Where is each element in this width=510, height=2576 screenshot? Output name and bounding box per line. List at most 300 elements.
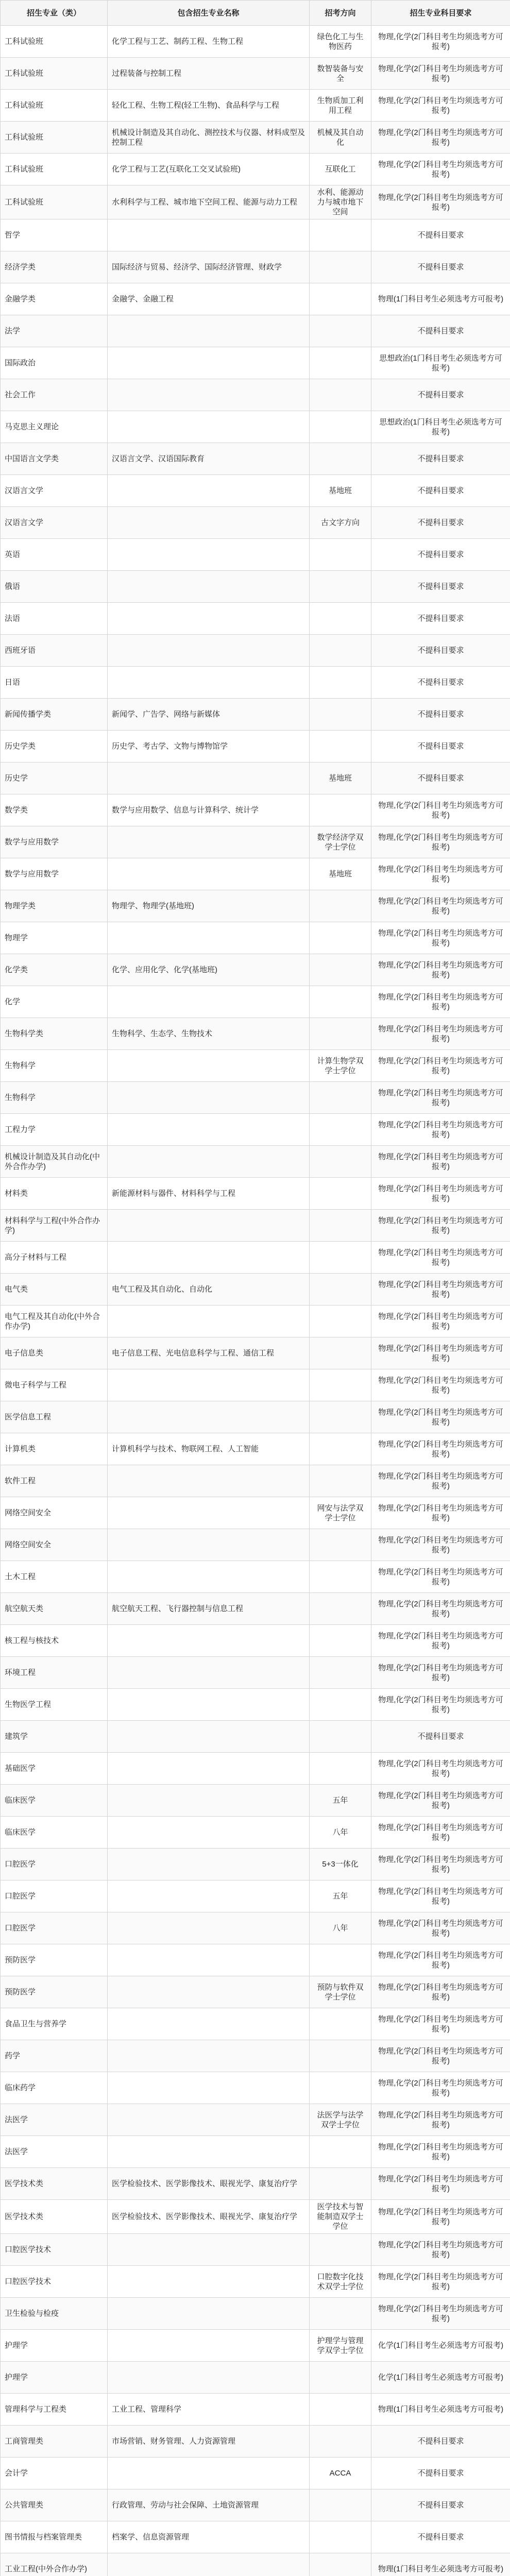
requirement-cell: 不提科目要求 (371, 475, 510, 507)
included-majors-cell: 化学、应用化学、化学(基地班) (108, 954, 310, 986)
requirement-cell: 物理(1门科目考生必须选考方可报考) (371, 2553, 510, 2576)
direction-cell (310, 315, 371, 347)
requirement-cell: 不提科目要求 (371, 635, 510, 667)
requirement-cell: 不提科目要求 (371, 2426, 510, 2458)
requirement-cell: 物理,化学(2门科目考生均须选考方可报考) (371, 1433, 510, 1465)
table-row (1, 635, 510, 667)
requirement-cell: 不提科目要求 (371, 1721, 510, 1753)
table-row (1, 1593, 510, 1625)
included-majors-cell (108, 1976, 310, 2008)
major-cell: 历史学类 (1, 731, 108, 762)
header-major: 招生专业（类） (1, 1, 108, 26)
direction-cell (310, 1082, 371, 1114)
table-row (1, 347, 510, 379)
direction-cell (310, 571, 371, 603)
requirement-cell: 不提科目要求 (371, 667, 510, 699)
included-majors-cell: 物理学、物理学(基地班) (108, 890, 310, 922)
requirement-cell: 物理,化学(2门科目考生均须选考方可报考) (371, 1242, 510, 1274)
direction-cell (310, 283, 371, 315)
major-cell: 材料类 (1, 1178, 108, 1210)
requirement-cell: 物理,化学(2门科目考生均须选考方可报考) (371, 2072, 510, 2104)
table-row (1, 2553, 510, 2576)
direction-cell: 八年 (310, 1912, 371, 1944)
table-row (1, 1337, 510, 1369)
major-cell: 法语 (1, 603, 108, 635)
table-row (1, 2394, 510, 2426)
included-majors-cell: 汉语言文学、汉语国际教育 (108, 443, 310, 475)
major-cell: 物理学 (1, 922, 108, 954)
table-row (1, 1210, 510, 1242)
table-row (1, 1178, 510, 1210)
major-cell: 预防医学 (1, 1976, 108, 2008)
included-majors-cell (108, 1306, 310, 1337)
included-majors-cell (108, 1561, 310, 1593)
included-majors-cell (108, 2458, 310, 2489)
table-row (1, 699, 510, 731)
requirement-cell: 物理,化学(2门科目考生均须选考方可报考) (371, 2298, 510, 2330)
major-cell: 数学与应用数学 (1, 826, 108, 858)
included-majors-cell (108, 219, 310, 251)
requirement-cell: 不提科目要求 (371, 379, 510, 411)
major-cell: 俄语 (1, 571, 108, 603)
requirement-cell: 不提科目要求 (371, 219, 510, 251)
major-cell: 口腔医学技术 (1, 2266, 108, 2298)
included-majors-cell: 医学检验技术、医学影像技术、眼视光学、康复治疗学 (108, 2200, 310, 2234)
major-cell: 核工程与核技术 (1, 1625, 108, 1657)
major-cell: 工科试验班 (1, 26, 108, 58)
requirement-cell: 不提科目要求 (371, 539, 510, 571)
included-majors-cell (108, 1465, 310, 1497)
requirement-cell: 物理,化学(2门科目考生均须选考方可报考) (371, 122, 510, 154)
included-majors-cell (108, 475, 310, 507)
requirement-cell: 不提科目要求 (371, 603, 510, 635)
major-cell: 预防医学 (1, 1944, 108, 1976)
direction-cell: 基地班 (310, 475, 371, 507)
direction-cell (310, 2553, 371, 2576)
major-cell: 汉语言文学 (1, 475, 108, 507)
included-majors-cell: 轻化工程、生物工程(轻工生物)、食品科学与工程 (108, 90, 310, 122)
table-row (1, 1753, 510, 1785)
major-cell: 管理科学与工程类 (1, 2394, 108, 2426)
direction-cell (310, 1433, 371, 1465)
requirement-cell: 物理,化学(2门科目考生均须选考方可报考) (371, 1561, 510, 1593)
requirement-cell: 不提科目要求 (371, 731, 510, 762)
requirement-cell: 物理,化学(2门科目考生均须选考方可报考) (371, 890, 510, 922)
direction-cell (310, 1593, 371, 1625)
requirement-cell: 物理,化学(2门科目考生均须选考方可报考) (371, 1912, 510, 1944)
table-row (1, 1146, 510, 1178)
direction-cell (310, 1657, 371, 1689)
included-majors-cell (108, 1657, 310, 1689)
major-cell: 英语 (1, 539, 108, 571)
major-cell: 法医学 (1, 2104, 108, 2136)
major-cell: 土木工程 (1, 1561, 108, 1593)
major-cell: 法医学 (1, 2136, 108, 2168)
table-row (1, 1529, 510, 1561)
included-majors-cell (108, 2234, 310, 2266)
table-row (1, 1497, 510, 1529)
major-cell: 化学类 (1, 954, 108, 986)
direction-cell: 数智装备与安全 (310, 58, 371, 90)
direction-cell: 数学经济学双学士学位 (310, 826, 371, 858)
direction-cell: 法医学与法学双学士学位 (310, 2104, 371, 2136)
direction-cell (310, 2521, 371, 2553)
included-majors-cell: 过程装备与控制工程 (108, 58, 310, 90)
direction-cell (310, 1178, 371, 1210)
requirement-cell: 物理,化学(2门科目考生均须选考方可报考) (371, 1337, 510, 1369)
included-majors-cell (108, 1497, 310, 1529)
major-cell: 生物科学类 (1, 1018, 108, 1050)
included-majors-cell (108, 1753, 310, 1785)
requirement-cell: 物理,化学(2门科目考生均须选考方可报考) (371, 1753, 510, 1785)
requirement-cell: 不提科目要求 (371, 507, 510, 539)
table-row (1, 315, 510, 347)
requirement-cell: 物理,化学(2门科目考生均须选考方可报考) (371, 1976, 510, 2008)
requirement-cell: 物理,化学(2门科目考生均须选考方可报考) (371, 1657, 510, 1689)
table-row (1, 1114, 510, 1146)
table-row (1, 539, 510, 571)
requirement-cell: 化学(1门科目考生必须选考方可报考) (371, 2330, 510, 2362)
table-row (1, 2104, 510, 2136)
major-cell: 工科试验班 (1, 154, 108, 185)
direction-cell (310, 1689, 371, 1721)
included-majors-cell (108, 411, 310, 443)
major-cell: 网络空间安全 (1, 1497, 108, 1529)
requirement-cell: 不提科目要求 (371, 762, 510, 794)
table-row (1, 1369, 510, 1401)
included-majors-cell (108, 347, 310, 379)
requirement-cell: 思想政治(1门科目考生必须选考方可报考) (371, 411, 510, 443)
major-cell: 网络空间安全 (1, 1529, 108, 1561)
table-row (1, 1689, 510, 1721)
major-cell: 卫生检验与检疫 (1, 2298, 108, 2330)
major-cell: 新闻传播学类 (1, 699, 108, 731)
header-direction: 招考方向 (310, 1, 371, 26)
included-majors-cell (108, 2298, 310, 2330)
major-cell: 生物科学 (1, 1082, 108, 1114)
direction-cell (310, 1114, 371, 1146)
requirement-cell: 物理,化学(2门科目考生均须选考方可报考) (371, 1369, 510, 1401)
requirement-cell: 物理,化学(2门科目考生均须选考方可报考) (371, 1689, 510, 1721)
major-cell: 数学与应用数学 (1, 858, 108, 890)
major-cell: 图书情报与档案管理类 (1, 2521, 108, 2553)
major-cell: 基础医学 (1, 1753, 108, 1785)
included-majors-cell: 金融学、金融工程 (108, 283, 310, 315)
direction-cell: 预防与软件双学士学位 (310, 1976, 371, 2008)
included-majors-cell (108, 1369, 310, 1401)
included-majors-cell (108, 2008, 310, 2040)
table-row (1, 2426, 510, 2458)
included-majors-cell: 档案学、信息资源管理 (108, 2521, 310, 2553)
table-row (1, 475, 510, 507)
included-majors-cell: 新能源材料与器件、材料科学与工程 (108, 1178, 310, 1210)
table-row (1, 954, 510, 986)
included-majors-cell (108, 603, 310, 635)
direction-cell (310, 1337, 371, 1369)
major-cell: 护理学 (1, 2362, 108, 2394)
included-majors-cell (108, 539, 310, 571)
table-row (1, 858, 510, 890)
major-cell: 工科试验班 (1, 58, 108, 90)
direction-cell (310, 635, 371, 667)
included-majors-cell (108, 1625, 310, 1657)
requirement-cell: 物理,化学(2门科目考生均须选考方可报考) (371, 1401, 510, 1433)
table-row (1, 219, 510, 251)
table-row (1, 1433, 510, 1465)
requirement-cell: 物理,化学(2门科目考生均须选考方可报考) (371, 1785, 510, 1817)
table-row (1, 154, 510, 185)
direction-cell (310, 251, 371, 283)
direction-cell (310, 1401, 371, 1433)
direction-cell (310, 2489, 371, 2521)
major-cell: 电子信息类 (1, 1337, 108, 1369)
requirement-cell: 物理,化学(2门科目考生均须选考方可报考) (371, 1018, 510, 1050)
direction-cell: 口腔数字化技术双学士学位 (310, 2266, 371, 2298)
included-majors-cell (108, 858, 310, 890)
table-row (1, 1306, 510, 1337)
major-cell: 电气类 (1, 1274, 108, 1306)
included-majors-cell (108, 1082, 310, 1114)
major-cell: 建筑学 (1, 1721, 108, 1753)
included-majors-cell: 电气工程及其自动化、自动化 (108, 1274, 310, 1306)
major-cell: 药学 (1, 2040, 108, 2072)
included-majors-cell: 生物科学、生态学、生物技术 (108, 1018, 310, 1050)
included-majors-cell (108, 2040, 310, 2072)
table-row (1, 2008, 510, 2040)
major-cell: 中国语言文学类 (1, 443, 108, 475)
table-row (1, 2200, 510, 2234)
direction-cell (310, 2072, 371, 2104)
direction-cell (310, 2426, 371, 2458)
direction-cell (310, 954, 371, 986)
requirement-cell: 物理,化学(2门科目考生均须选考方可报考) (371, 90, 510, 122)
included-majors-cell (108, 1114, 310, 1146)
table-row (1, 1625, 510, 1657)
direction-cell (310, 1529, 371, 1561)
included-majors-cell (108, 1944, 310, 1976)
included-majors-cell: 机械设计制造及其自动化、测控技术与仪器、材料成型及控制工程 (108, 122, 310, 154)
direction-cell (310, 1753, 371, 1785)
direction-cell (310, 1274, 371, 1306)
included-majors-cell: 国际经济与贸易、经济学、国际经济管理、财政学 (108, 251, 310, 283)
table-row (1, 571, 510, 603)
major-cell: 历史学 (1, 762, 108, 794)
major-cell: 化学 (1, 986, 108, 1018)
major-cell: 工商管理类 (1, 2426, 108, 2458)
table-row (1, 1018, 510, 1050)
major-cell: 工科试验班 (1, 122, 108, 154)
direction-cell: 网安与法学双学士学位 (310, 1497, 371, 1529)
table-row (1, 1849, 510, 1880)
direction-cell: 五年 (310, 1785, 371, 1817)
table-row (1, 1082, 510, 1114)
major-cell: 高分子材料与工程 (1, 1242, 108, 1274)
direction-cell: 水利、能源动力与城市地下空间 (310, 185, 371, 219)
major-cell: 医学技术类 (1, 2168, 108, 2200)
direction-cell (310, 2168, 371, 2200)
direction-cell (310, 2008, 371, 2040)
major-cell: 汉语言文学 (1, 507, 108, 539)
direction-cell (310, 2136, 371, 2168)
direction-cell (310, 667, 371, 699)
requirement-cell: 物理,化学(2门科目考生均须选考方可报考) (371, 858, 510, 890)
major-cell: 临床医学 (1, 1785, 108, 1817)
included-majors-cell: 航空航天工程、飞行器控制与信息工程 (108, 1593, 310, 1625)
included-majors-cell: 新闻学、广告学、网络与新媒体 (108, 699, 310, 731)
direction-cell: 互联化工 (310, 154, 371, 185)
direction-cell (310, 1306, 371, 1337)
direction-cell (310, 443, 371, 475)
major-cell: 法学 (1, 315, 108, 347)
major-cell: 哲学 (1, 219, 108, 251)
table-row (1, 58, 510, 90)
included-majors-cell (108, 922, 310, 954)
direction-cell (310, 219, 371, 251)
major-cell: 口腔医学 (1, 1880, 108, 1912)
requirement-cell: 不提科目要求 (371, 443, 510, 475)
direction-cell (310, 1210, 371, 1242)
major-cell: 会计学 (1, 2458, 108, 2489)
requirement-cell: 物理,化学(2门科目考生均须选考方可报考) (371, 1178, 510, 1210)
included-majors-cell (108, 1817, 310, 1849)
major-cell: 临床药学 (1, 2072, 108, 2104)
included-majors-cell (108, 1242, 310, 1274)
table-row (1, 2458, 510, 2489)
requirement-cell: 物理,化学(2门科目考生均须选考方可报考) (371, 1944, 510, 1976)
direction-cell (310, 986, 371, 1018)
major-cell: 口腔医学技术 (1, 2234, 108, 2266)
major-cell: 电气工程及其自动化(中外合作办学) (1, 1306, 108, 1337)
direction-cell: 计算生物学双学士学位 (310, 1050, 371, 1082)
included-majors-cell (108, 762, 310, 794)
included-majors-cell: 计算机科学与技术、物联网工程、人工智能 (108, 1433, 310, 1465)
direction-cell (310, 1625, 371, 1657)
direction-cell (310, 1242, 371, 1274)
direction-cell: 绿色化工与生物医药 (310, 26, 371, 58)
direction-cell (310, 1465, 371, 1497)
requirement-cell: 不提科目要求 (371, 2521, 510, 2553)
requirement-cell: 物理,化学(2门科目考生均须选考方可报考) (371, 1817, 510, 1849)
major-cell: 机械设计制造及其自动化(中外合作办学) (1, 1146, 108, 1178)
direction-cell (310, 603, 371, 635)
requirement-cell: 物理,化学(2门科目考生均须选考方可报考) (371, 2008, 510, 2040)
table-row (1, 731, 510, 762)
major-cell: 医学信息工程 (1, 1401, 108, 1433)
included-majors-cell (108, 1050, 310, 1082)
major-cell: 马克思主义理论 (1, 411, 108, 443)
included-majors-cell (108, 1785, 310, 1817)
header-included-majors: 包含招生专业名称 (108, 1, 310, 26)
table-row (1, 443, 510, 475)
direction-cell (310, 379, 371, 411)
included-majors-cell (108, 1146, 310, 1178)
included-majors-cell: 工业工程、管理科学 (108, 2394, 310, 2426)
direction-cell: 5+3一体化 (310, 1849, 371, 1880)
table-row (1, 90, 510, 122)
table-row (1, 1465, 510, 1497)
requirement-cell: 物理,化学(2门科目考生均须选考方可报考) (371, 1082, 510, 1114)
requirement-cell: 物理,化学(2门科目考生均须选考方可报考) (371, 1114, 510, 1146)
requirement-cell: 物理,化学(2门科目考生均须选考方可报考) (371, 2168, 510, 2200)
direction-cell: 生物质加工利用工程 (310, 90, 371, 122)
table-row (1, 1242, 510, 1274)
included-majors-cell (108, 1210, 310, 1242)
major-cell: 临床医学 (1, 1817, 108, 1849)
direction-cell (310, 1018, 371, 1050)
table-row (1, 1976, 510, 2008)
table-row (1, 507, 510, 539)
table-row (1, 603, 510, 635)
requirement-cell: 物理,化学(2门科目考生均须选考方可报考) (371, 922, 510, 954)
included-majors-cell (108, 826, 310, 858)
requirement-cell: 物理,化学(2门科目考生均须选考方可报考) (371, 794, 510, 826)
direction-cell (310, 1944, 371, 1976)
direction-cell: 五年 (310, 1880, 371, 1912)
included-majors-cell (108, 2266, 310, 2298)
requirement-cell: 物理,化学(2门科目考生均须选考方可报考) (371, 2040, 510, 2072)
requirement-cell: 物理(1门科目考生必须选考方可报考) (371, 2394, 510, 2426)
table-row (1, 1785, 510, 1817)
major-cell: 口腔医学 (1, 1849, 108, 1880)
requirement-cell: 物理,化学(2门科目考生均须选考方可报考) (371, 954, 510, 986)
included-majors-cell (108, 2136, 310, 2168)
requirement-cell: 思想政治(1门科目考生必须选考方可报考) (371, 347, 510, 379)
table-row (1, 2362, 510, 2394)
requirement-cell: 物理,化学(2门科目考生均须选考方可报考) (371, 986, 510, 1018)
included-majors-cell (108, 667, 310, 699)
table-row (1, 922, 510, 954)
major-cell: 工程力学 (1, 1114, 108, 1146)
major-cell: 软件工程 (1, 1465, 108, 1497)
direction-cell (310, 1561, 371, 1593)
requirement-cell: 物理(1门科目考生必须选考方可报考) (371, 283, 510, 315)
major-cell: 材料科学与工程(中外合作办学) (1, 1210, 108, 1242)
included-majors-cell (108, 1849, 310, 1880)
table-row (1, 1561, 510, 1593)
direction-cell: 八年 (310, 1817, 371, 1849)
major-cell: 生物医学工程 (1, 1689, 108, 1721)
table-row (1, 1880, 510, 1912)
included-majors-cell: 化学工程与工艺(互联化工交叉试验班) (108, 154, 310, 185)
requirement-cell: 物理,化学(2门科目考生均须选考方可报考) (371, 1306, 510, 1337)
table-row (1, 890, 510, 922)
table-row (1, 1050, 510, 1082)
major-cell: 护理学 (1, 2330, 108, 2362)
major-cell: 微电子科学与工程 (1, 1369, 108, 1401)
table-row (1, 986, 510, 1018)
direction-cell (310, 2362, 371, 2394)
major-cell: 物理学类 (1, 890, 108, 922)
direction-cell (310, 2040, 371, 2072)
requirement-cell: 物理,化学(2门科目考生均须选考方可报考) (371, 826, 510, 858)
direction-cell (310, 2394, 371, 2426)
direction-cell (310, 922, 371, 954)
table-row (1, 2521, 510, 2553)
requirement-cell: 物理,化学(2门科目考生均须选考方可报考) (371, 26, 510, 58)
table-row (1, 283, 510, 315)
table-row (1, 2266, 510, 2298)
included-majors-cell (108, 315, 310, 347)
direction-cell: 护理学与管理学双学士学位 (310, 2330, 371, 2362)
requirement-cell: 物理,化学(2门科目考生均须选考方可报考) (371, 154, 510, 185)
included-majors-cell: 行政管理、劳动与社会保障、土地资源管理 (108, 2489, 310, 2521)
table-row (1, 2040, 510, 2072)
included-majors-cell (108, 1689, 310, 1721)
major-cell: 医学技术类 (1, 2200, 108, 2234)
requirement-cell: 物理,化学(2门科目考生均须选考方可报考) (371, 185, 510, 219)
direction-cell (310, 411, 371, 443)
requirement-cell: 物理,化学(2门科目考生均须选考方可报考) (371, 1849, 510, 1880)
